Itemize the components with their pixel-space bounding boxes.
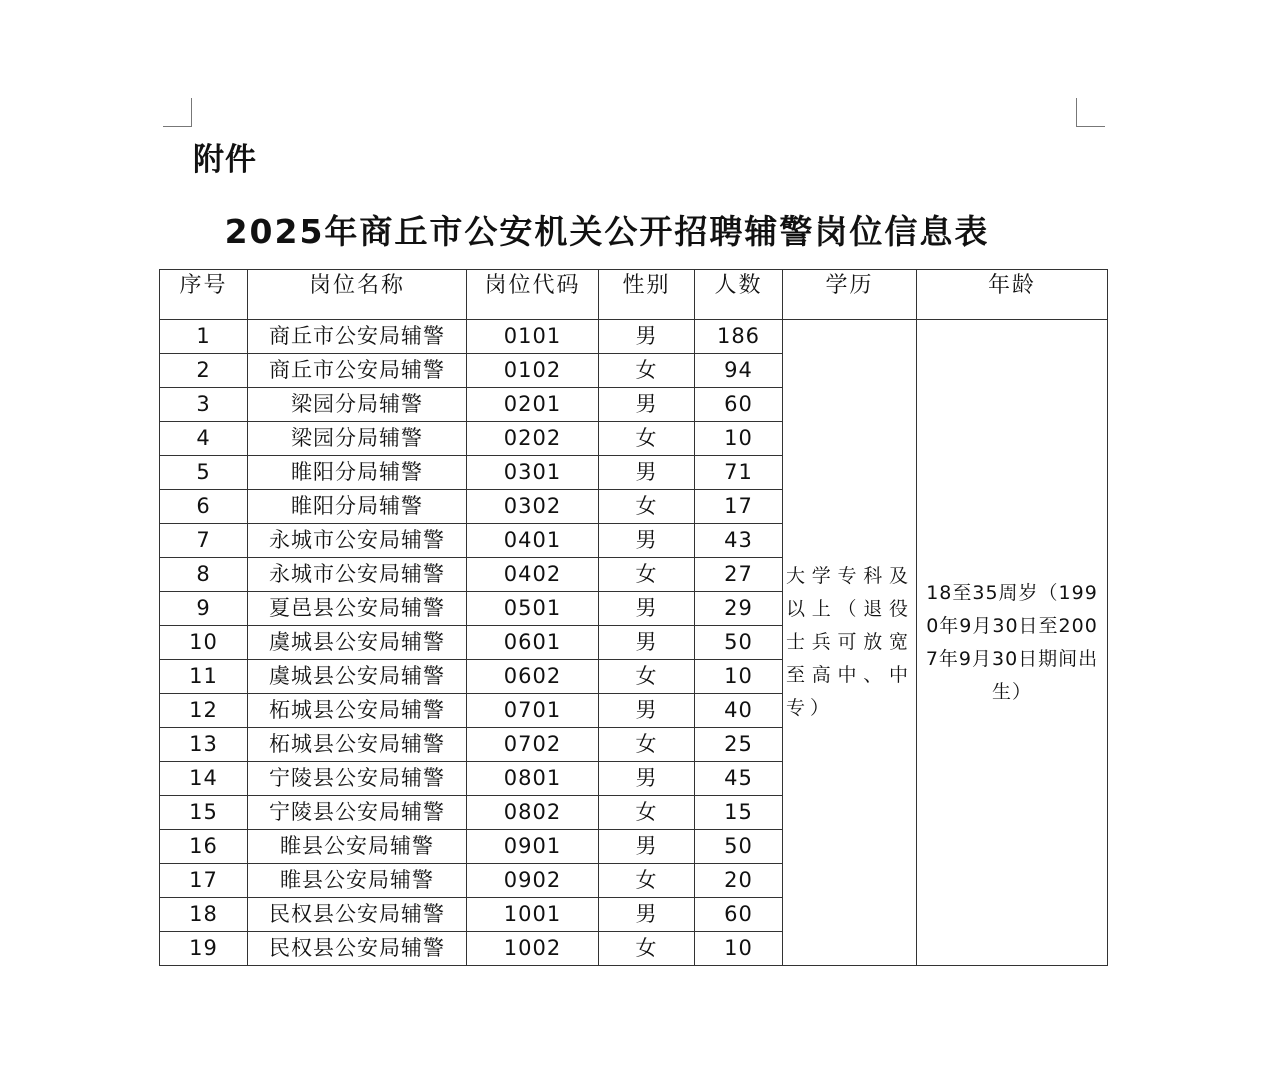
cell-position-name: 夏邑县公安局辅警 [248,592,467,626]
cell-position-code: 0702 [467,728,599,762]
position-info-table [159,269,1108,966]
header-age: 年龄 [917,270,1108,320]
cell-position-name: 虞城县公安局辅警 [248,626,467,660]
cell-position-code: 0201 [467,388,599,422]
header-no: 序号 [160,270,248,320]
cell-gender: 女 [599,864,695,898]
cell-position-name: 商丘市公安局辅警 [248,320,467,354]
education-requirement: 大学专科及以上（退役士兵可放宽至高中、中专） [783,320,917,966]
cell-position-name: 宁陵县公安局辅警 [248,796,467,830]
cell-count: 60 [695,388,783,422]
cell-position-name: 民权县公安局辅警 [248,932,467,966]
cell-gender: 男 [599,524,695,558]
cell-position-code: 0501 [467,592,599,626]
cell-position-name: 梁园分局辅警 [248,388,467,422]
cell-position-name: 梁园分局辅警 [248,422,467,456]
cell-position-code: 0902 [467,864,599,898]
cell-position-code: 0802 [467,796,599,830]
cell-gender: 男 [599,830,695,864]
cell-position-code: 0102 [467,354,599,388]
cell-count: 43 [695,524,783,558]
cell-count: 60 [695,898,783,932]
cell-count: 17 [695,490,783,524]
cell-position-code: 0701 [467,694,599,728]
header-count: 人数 [695,270,783,320]
cell-gender: 男 [599,626,695,660]
header-education: 学历 [783,270,917,320]
cell-no: 9 [160,592,248,626]
page-corner-mark-top-left [163,98,192,127]
cell-no: 15 [160,796,248,830]
cell-count: 186 [695,320,783,354]
cell-position-code: 0202 [467,422,599,456]
page-corner-mark-top-right [1076,98,1105,127]
cell-position-code: 0901 [467,830,599,864]
cell-no: 14 [160,762,248,796]
cell-gender: 女 [599,796,695,830]
cell-count: 20 [695,864,783,898]
cell-position-name: 宁陵县公安局辅警 [248,762,467,796]
cell-count: 10 [695,932,783,966]
cell-position-code: 0401 [467,524,599,558]
cell-position-name: 睢县公安局辅警 [248,864,467,898]
document-title: 2025年商丘市公安机关公开招聘辅警岗位信息表 [224,212,990,251]
cell-position-code: 0402 [467,558,599,592]
cell-no: 2 [160,354,248,388]
cell-gender: 男 [599,762,695,796]
cell-gender: 男 [599,898,695,932]
cell-position-code: 0302 [467,490,599,524]
cell-gender: 女 [599,558,695,592]
cell-no: 4 [160,422,248,456]
cell-position-code: 0801 [467,762,599,796]
cell-gender: 男 [599,592,695,626]
attachment-label: 附件 [193,142,257,178]
cell-no: 5 [160,456,248,490]
cell-count: 50 [695,830,783,864]
cell-gender: 男 [599,388,695,422]
cell-count: 50 [695,626,783,660]
header-gender: 性别 [599,270,695,320]
cell-gender: 男 [599,694,695,728]
cell-no: 16 [160,830,248,864]
cell-no: 11 [160,660,248,694]
cell-position-code: 0301 [467,456,599,490]
cell-no: 7 [160,524,248,558]
cell-no: 3 [160,388,248,422]
age-requirement: 18至35周岁（1990年9月30日至2007年9月30日期间出生） [917,320,1108,966]
cell-position-name: 柘城县公安局辅警 [248,728,467,762]
cell-position-name: 永城市公安局辅警 [248,524,467,558]
cell-no: 17 [160,864,248,898]
cell-no: 12 [160,694,248,728]
cell-position-name: 睢阳分局辅警 [248,490,467,524]
cell-no: 13 [160,728,248,762]
cell-count: 10 [695,660,783,694]
cell-position-name: 睢县公安局辅警 [248,830,467,864]
cell-count: 45 [695,762,783,796]
cell-position-name: 商丘市公安局辅警 [248,354,467,388]
cell-position-name: 睢阳分局辅警 [248,456,467,490]
cell-gender: 女 [599,354,695,388]
cell-position-name: 虞城县公安局辅警 [248,660,467,694]
cell-position-code: 0601 [467,626,599,660]
cell-no: 8 [160,558,248,592]
cell-count: 40 [695,694,783,728]
cell-no: 1 [160,320,248,354]
cell-position-code: 1001 [467,898,599,932]
cell-count: 29 [695,592,783,626]
cell-count: 10 [695,422,783,456]
cell-gender: 女 [599,490,695,524]
header-position-code: 岗位代码 [467,270,599,320]
header-position-name: 岗位名称 [248,270,467,320]
cell-position-code: 0602 [467,660,599,694]
cell-position-code: 0101 [467,320,599,354]
cell-count: 71 [695,456,783,490]
cell-gender: 女 [599,728,695,762]
cell-position-name: 永城市公安局辅警 [248,558,467,592]
table-header-row [160,270,1108,320]
cell-count: 27 [695,558,783,592]
cell-gender: 男 [599,320,695,354]
cell-position-name: 民权县公安局辅警 [248,898,467,932]
cell-count: 15 [695,796,783,830]
cell-gender: 男 [599,456,695,490]
cell-count: 25 [695,728,783,762]
cell-position-code: 1002 [467,932,599,966]
cell-no: 19 [160,932,248,966]
cell-position-name: 柘城县公安局辅警 [248,694,467,728]
cell-gender: 女 [599,422,695,456]
cell-no: 6 [160,490,248,524]
cell-no: 18 [160,898,248,932]
cell-no: 10 [160,626,248,660]
cell-gender: 女 [599,660,695,694]
cell-gender: 女 [599,932,695,966]
cell-count: 94 [695,354,783,388]
table-row [160,320,1108,354]
